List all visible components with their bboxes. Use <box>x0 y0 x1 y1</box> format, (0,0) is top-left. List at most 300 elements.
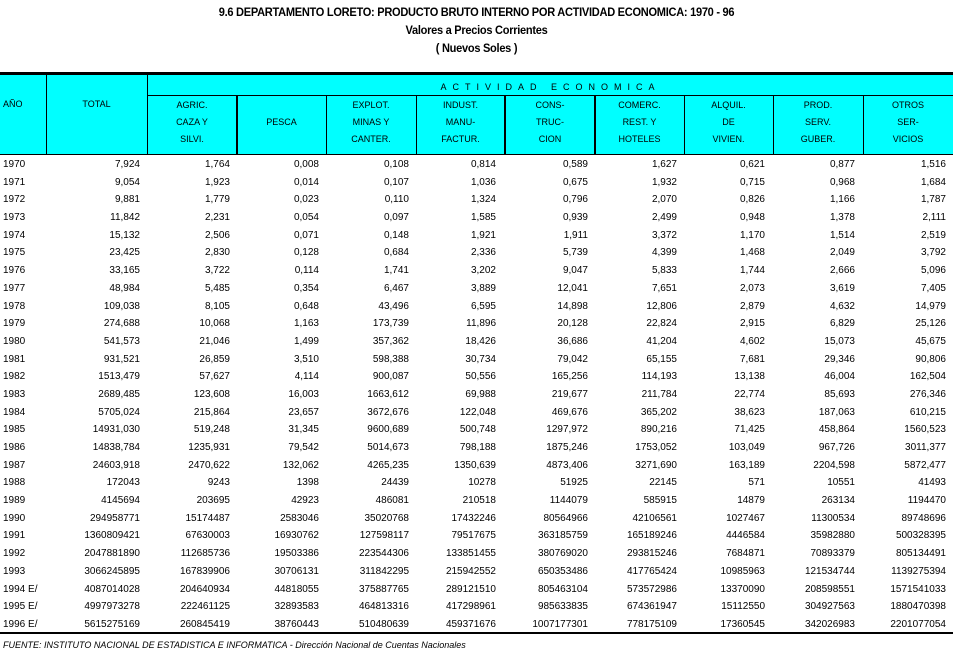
column-header <box>326 96 416 154</box>
value-cell: 79,542 <box>288 442 319 453</box>
value-cell: 71,425 <box>734 424 765 436</box>
value-cell: 510480639 <box>358 618 409 630</box>
table-header <box>0 75 953 155</box>
value-cell: 2,231 <box>204 212 230 224</box>
year-cell: 1972 <box>3 194 26 206</box>
column-header-line: SERV. <box>804 117 832 127</box>
value-cell: 30,734 <box>465 353 496 365</box>
value-cell: 43,496 <box>378 300 409 312</box>
total-cell: 294958771 <box>89 512 140 524</box>
value-cell: 0,675 <box>562 176 588 188</box>
year-cell: 1991 <box>3 530 26 542</box>
total-cell: 172043 <box>106 477 140 489</box>
value-cell: 41,204 <box>646 335 677 347</box>
table-row <box>0 422 953 440</box>
year-cell: 1974 <box>3 229 26 241</box>
value-cell: 44818055 <box>274 583 319 595</box>
value-cell: 38,623 <box>734 406 765 418</box>
value-cell: 18,426 <box>465 335 496 347</box>
value-cell: 208598551 <box>804 583 855 595</box>
value-cell: 26,859 <box>199 353 230 365</box>
year-cell: 1993 <box>3 565 26 577</box>
value-cell: 3672,676 <box>367 406 409 418</box>
year-cell: 1970 <box>3 159 26 170</box>
table-units: ( Nuevos Soles ) <box>435 41 518 55</box>
value-cell: 798,188 <box>459 442 496 453</box>
value-cell: 1,741 <box>383 265 409 277</box>
value-cell: 0,108 <box>383 159 409 170</box>
table-row <box>0 192 953 210</box>
divider <box>326 95 327 155</box>
value-cell: 35020768 <box>364 512 409 524</box>
value-cell: 22,774 <box>734 388 765 400</box>
value-cell: 165189246 <box>626 530 677 542</box>
value-cell: 0,008 <box>293 159 319 170</box>
value-cell: 610,215 <box>909 406 946 418</box>
value-cell: 459371676 <box>445 618 496 630</box>
value-cell: 890,216 <box>640 424 677 436</box>
table-row <box>0 352 953 370</box>
value-cell: 12,806 <box>646 300 677 312</box>
year-cell: 1980 <box>3 335 26 347</box>
table-row <box>0 369 953 387</box>
column-header <box>595 96 684 154</box>
value-cell: 0,110 <box>384 194 409 206</box>
value-cell: 1,514 <box>829 229 855 241</box>
year-cell: 1971 <box>3 176 26 188</box>
table-row <box>0 511 953 529</box>
table-row <box>0 599 953 617</box>
year-cell: 1989 <box>3 495 26 507</box>
value-cell: 0,814 <box>470 159 496 170</box>
value-cell: 0,071 <box>293 229 319 241</box>
value-cell: 4446584 <box>726 530 765 542</box>
column-header <box>863 96 953 154</box>
value-cell: 0,054 <box>293 212 319 224</box>
table-subtitle: Valores a Precios Corrientes <box>405 23 548 37</box>
value-cell: 1,911 <box>563 229 588 241</box>
column-header-line: MINAS Y <box>352 117 390 127</box>
value-cell: 8,105 <box>204 300 230 312</box>
year-cell: 1979 <box>3 318 26 330</box>
divider <box>46 75 47 155</box>
value-cell: 19503386 <box>274 548 319 560</box>
value-cell: 1,170 <box>739 229 765 241</box>
value-cell: 1,036 <box>470 176 496 188</box>
value-cell: 13,138 <box>734 371 765 383</box>
column-header-line: CION <box>538 134 562 144</box>
data-rows <box>0 157 953 635</box>
year-cell: 1994 E/ <box>3 583 38 595</box>
value-cell: 36,686 <box>557 335 588 347</box>
value-cell: 114,193 <box>641 371 677 383</box>
value-cell: 573572986 <box>626 583 677 595</box>
value-cell: 79517675 <box>451 530 496 542</box>
value-cell: 45,675 <box>915 335 946 347</box>
total-cell: 5615275169 <box>84 618 140 630</box>
year-header: AÑO <box>3 99 23 109</box>
value-cell: 263134 <box>821 495 855 507</box>
table-row <box>0 387 953 405</box>
column-header-line: VICIOS <box>892 134 924 144</box>
total-cell: 1360809421 <box>84 530 140 542</box>
value-cell: 14879 <box>737 495 765 507</box>
value-cell: 0,128 <box>293 247 319 259</box>
value-cell: 0,589 <box>562 159 588 170</box>
value-cell: 5,485 <box>204 282 230 294</box>
value-cell: 1,787 <box>920 194 946 206</box>
value-cell: 4,399 <box>651 247 677 259</box>
value-cell: 38760443 <box>274 618 319 630</box>
table-row <box>0 564 953 582</box>
column-header-line: HOTELES <box>618 134 661 144</box>
value-cell: 103,049 <box>728 442 765 453</box>
value-cell: 289121510 <box>445 583 496 595</box>
value-cell: 50,556 <box>465 371 496 383</box>
divider <box>594 95 596 155</box>
value-cell: 5014,673 <box>367 442 409 453</box>
value-cell: 1,166 <box>829 194 855 206</box>
value-cell: 210518 <box>462 495 496 507</box>
total-cell: 14931,030 <box>92 424 140 436</box>
value-cell: 9,047 <box>562 265 588 277</box>
value-cell: 32893583 <box>274 601 319 613</box>
year-cell: 1992 <box>3 548 26 560</box>
value-cell: 1194470 <box>907 495 946 507</box>
value-cell: 14,979 <box>915 300 946 312</box>
value-cell: 2,830 <box>204 247 230 259</box>
divider <box>863 95 864 155</box>
year-cell: 1978 <box>3 300 26 312</box>
value-cell: 3,372 <box>651 229 677 241</box>
value-cell: 0,796 <box>562 194 588 206</box>
column-header-line: TRUC- <box>536 117 564 127</box>
value-cell: 1235,931 <box>188 442 230 453</box>
value-cell: 222461125 <box>180 601 230 613</box>
value-cell: 204640934 <box>179 583 230 595</box>
value-cell: 24439 <box>381 477 409 489</box>
value-cell: 342026983 <box>804 618 855 630</box>
value-cell: 3271,690 <box>635 459 677 471</box>
year-cell: 1973 <box>3 212 26 224</box>
divider <box>773 95 774 155</box>
total-cell: 15,132 <box>109 229 140 241</box>
year-cell: 1982 <box>3 371 26 383</box>
table-row <box>0 546 953 564</box>
total-cell: 11,842 <box>110 212 140 224</box>
value-cell: 1,684 <box>920 176 946 188</box>
table-row <box>0 210 953 228</box>
value-cell: 1,468 <box>739 247 765 259</box>
value-cell: 9243 <box>207 477 230 489</box>
column-header-line: ALQUIL. <box>711 100 746 110</box>
value-cell: 1,779 <box>204 194 230 206</box>
value-cell: 293815246 <box>626 548 677 560</box>
value-cell: 1753,052 <box>635 442 677 453</box>
table-title: 9.6 DEPARTAMENTO LORETO: PRODUCTO BRUTO INTERNO POR ACTIVIDAD ECONOMICA: 1970 - 96 <box>218 5 735 19</box>
table-row <box>0 281 953 299</box>
value-cell: 7,651 <box>651 282 677 294</box>
year-cell: 1986 <box>3 442 26 453</box>
value-cell: 500328395 <box>895 530 946 542</box>
total-cell: 931,521 <box>103 353 140 365</box>
total-cell: 3066245895 <box>84 565 140 577</box>
value-cell: 12,041 <box>557 282 588 294</box>
value-cell: 11300534 <box>811 512 855 524</box>
value-cell: 123,608 <box>193 388 230 400</box>
value-cell: 65,155 <box>646 353 677 365</box>
value-cell: 585915 <box>643 495 677 507</box>
value-cell: 0,023 <box>293 194 319 206</box>
column-header-line: PESCA <box>266 117 297 127</box>
table-row <box>0 334 953 352</box>
total-cell: 4145694 <box>101 495 140 507</box>
value-cell: 10551 <box>827 477 855 489</box>
value-cell: 57,627 <box>199 371 230 383</box>
value-cell: 375887765 <box>358 583 409 595</box>
table-row <box>0 405 953 423</box>
value-cell: 3,722 <box>204 265 230 277</box>
value-cell: 1,932 <box>651 176 677 188</box>
table-row <box>0 316 953 334</box>
value-cell: 1571541033 <box>890 583 946 595</box>
value-cell: 6,467 <box>383 282 409 294</box>
year-cell: 1995 E/ <box>3 601 38 613</box>
value-cell: 14,898 <box>557 300 588 312</box>
value-cell: 3011,377 <box>905 442 946 453</box>
column-header-line: SILVI. <box>180 134 204 144</box>
value-cell: 0,097 <box>383 212 409 224</box>
column-header <box>147 96 237 154</box>
bottom-rule <box>0 632 953 634</box>
value-cell: 0,877 <box>829 159 855 170</box>
value-cell: 0,148 <box>383 229 409 241</box>
value-cell: 0,014 <box>293 176 319 188</box>
value-cell: 15,073 <box>824 335 855 347</box>
value-cell: 9600,689 <box>367 424 409 436</box>
value-cell: 0,939 <box>562 212 588 224</box>
value-cell: 2,879 <box>739 300 765 312</box>
value-cell: 365,202 <box>640 406 677 418</box>
value-cell: 35982880 <box>810 530 855 542</box>
value-cell: 0,826 <box>739 194 765 206</box>
value-cell: 304927563 <box>804 601 855 613</box>
value-cell: 1297,972 <box>546 424 588 436</box>
activity-group-header: ACTIVIDAD ECONOMICA <box>440 82 661 92</box>
total-cell: 48,984 <box>109 282 140 294</box>
value-cell: 112685736 <box>180 548 230 560</box>
value-cell: 2204,598 <box>813 459 855 471</box>
value-cell: 276,346 <box>909 388 946 400</box>
value-cell: 1,744 <box>739 265 765 277</box>
year-cell: 1988 <box>3 477 26 489</box>
value-cell: 80564966 <box>543 512 588 524</box>
value-cell: 464813316 <box>358 601 409 613</box>
value-cell: 571 <box>748 477 765 489</box>
column-header-line: OTROS <box>891 100 924 110</box>
value-cell: 2583046 <box>280 512 319 524</box>
value-cell: 67630003 <box>185 530 230 542</box>
value-cell: 967,726 <box>818 442 855 453</box>
value-cell: 7684871 <box>726 548 765 560</box>
year-cell: 1990 <box>3 512 26 524</box>
value-cell: 519,248 <box>193 424 230 436</box>
value-cell: 25,126 <box>915 318 946 330</box>
column-header-line: PROD. <box>803 100 833 110</box>
value-cell: 2470,622 <box>188 459 230 471</box>
value-cell: 417765424 <box>626 565 677 577</box>
value-cell: 163,189 <box>728 459 765 471</box>
value-cell: 486081 <box>375 495 409 507</box>
value-cell: 0,107 <box>383 176 409 188</box>
value-cell: 2,506 <box>204 229 230 241</box>
table-row <box>0 175 953 193</box>
value-cell: 42923 <box>291 495 319 507</box>
value-cell: 7,681 <box>739 353 765 365</box>
value-cell: 132,062 <box>282 459 319 471</box>
column-header-line: CAZA Y <box>176 117 208 127</box>
year-cell: 1975 <box>3 247 26 259</box>
value-cell: 16930762 <box>274 530 319 542</box>
value-cell: 778175109 <box>626 618 677 630</box>
value-cell: 674361947 <box>626 601 677 613</box>
value-cell: 4,602 <box>739 335 765 347</box>
value-cell: 1,764 <box>204 159 230 170</box>
value-cell: 1,921 <box>470 229 496 241</box>
value-cell: 22,824 <box>646 318 677 330</box>
value-cell: 4265,235 <box>367 459 409 471</box>
value-cell: 1875,246 <box>546 442 588 453</box>
value-cell: 30706131 <box>274 565 319 577</box>
value-cell: 0,621 <box>739 159 765 170</box>
value-cell: 10,068 <box>199 318 230 330</box>
value-cell: 15174487 <box>185 512 230 524</box>
total-cell: 4997973278 <box>84 601 140 613</box>
value-cell: 598,388 <box>372 353 409 365</box>
value-cell: 2,666 <box>829 265 855 277</box>
total-cell: 9,881 <box>114 194 140 206</box>
value-cell: 223544306 <box>358 548 409 560</box>
value-cell: 133851455 <box>445 548 496 560</box>
value-cell: 85,693 <box>824 388 855 400</box>
value-cell: 4,632 <box>829 300 855 312</box>
year-cell: 1977 <box>3 282 26 294</box>
value-cell: 69,988 <box>465 388 496 400</box>
value-cell: 3,889 <box>470 282 496 294</box>
divider <box>416 95 417 155</box>
total-cell: 274,688 <box>103 318 140 330</box>
year-cell: 1985 <box>3 424 26 436</box>
total-cell: 541,573 <box>103 335 140 347</box>
value-cell: 79,042 <box>557 353 588 365</box>
value-cell: 5,739 <box>562 247 588 259</box>
value-cell: 29,346 <box>824 353 855 365</box>
value-cell: 0,968 <box>829 176 855 188</box>
value-cell: 260845419 <box>179 618 230 630</box>
column-header-line <box>237 97 326 114</box>
total-cell: 1513,479 <box>98 371 140 383</box>
value-cell: 1027467 <box>726 512 765 524</box>
value-cell: 2,049 <box>829 247 855 259</box>
total-cell: 2689,485 <box>98 388 140 400</box>
value-cell: 23,657 <box>288 406 319 418</box>
year-cell: 1987 <box>3 459 26 471</box>
total-cell: 2047881890 <box>84 548 140 560</box>
value-cell: 5872,477 <box>904 459 946 471</box>
value-cell: 2,915 <box>739 318 765 330</box>
value-cell: 5,096 <box>920 265 946 277</box>
total-cell: 14838,784 <box>92 442 140 453</box>
year-cell: 1981 <box>3 353 26 365</box>
value-cell: 357,362 <box>372 335 409 347</box>
table-row <box>0 493 953 511</box>
table-row <box>0 528 953 546</box>
total-cell: 33,165 <box>109 265 140 277</box>
value-cell: 6,829 <box>829 318 855 330</box>
value-cell: 1,516 <box>920 159 946 170</box>
total-cell: 9,054 <box>114 176 140 188</box>
total-cell: 24603,918 <box>92 459 140 471</box>
value-cell: 70893379 <box>810 548 855 560</box>
value-cell: 1398 <box>296 477 319 489</box>
value-cell: 1663,612 <box>367 388 409 400</box>
column-header-line: INDUST. <box>442 100 478 110</box>
column-header-line: GUBER. <box>800 134 836 144</box>
value-cell: 6,595 <box>470 300 496 312</box>
value-cell: 215,864 <box>193 406 230 418</box>
table-row <box>0 299 953 317</box>
column-header <box>237 96 326 154</box>
value-cell: 0,648 <box>293 300 319 312</box>
value-cell: 22145 <box>649 477 677 489</box>
value-cell: 165,256 <box>551 371 588 383</box>
value-cell: 311842295 <box>359 565 409 577</box>
value-cell: 1,324 <box>470 194 496 206</box>
value-cell: 1560,523 <box>904 424 946 436</box>
divider <box>504 95 506 155</box>
value-cell: 900,087 <box>372 371 409 383</box>
year-cell: 1983 <box>3 388 26 400</box>
column-header-line: REST. Y <box>622 117 657 127</box>
value-cell: 1144079 <box>549 495 588 507</box>
value-cell: 2,111 <box>922 212 946 224</box>
value-cell: 11,896 <box>466 318 496 330</box>
value-cell: 21,046 <box>199 335 230 347</box>
column-header-line <box>237 131 326 148</box>
value-cell: 7,405 <box>920 282 946 294</box>
value-cell: 1,585 <box>470 212 496 224</box>
value-cell: 1007177301 <box>532 618 588 630</box>
value-cell: 1,923 <box>204 176 230 188</box>
column-header-line: VIVIEN. <box>712 134 745 144</box>
column-header <box>416 96 505 154</box>
value-cell: 4,114 <box>294 371 319 383</box>
value-cell: 31,345 <box>288 424 319 436</box>
value-cell: 127598117 <box>359 530 409 542</box>
value-cell: 2,519 <box>920 229 946 241</box>
table-row <box>0 475 953 493</box>
value-cell: 805463104 <box>537 583 588 595</box>
value-cell: 1,163 <box>293 318 319 330</box>
column-header <box>505 96 595 154</box>
column-header-line: SER- <box>897 117 919 127</box>
value-cell: 2201077054 <box>890 618 946 630</box>
table-row <box>0 458 953 476</box>
value-cell: 500,748 <box>459 424 496 436</box>
value-cell: 167839906 <box>179 565 230 577</box>
value-cell: 417298961 <box>445 601 496 613</box>
value-cell: 1880470398 <box>890 601 946 613</box>
